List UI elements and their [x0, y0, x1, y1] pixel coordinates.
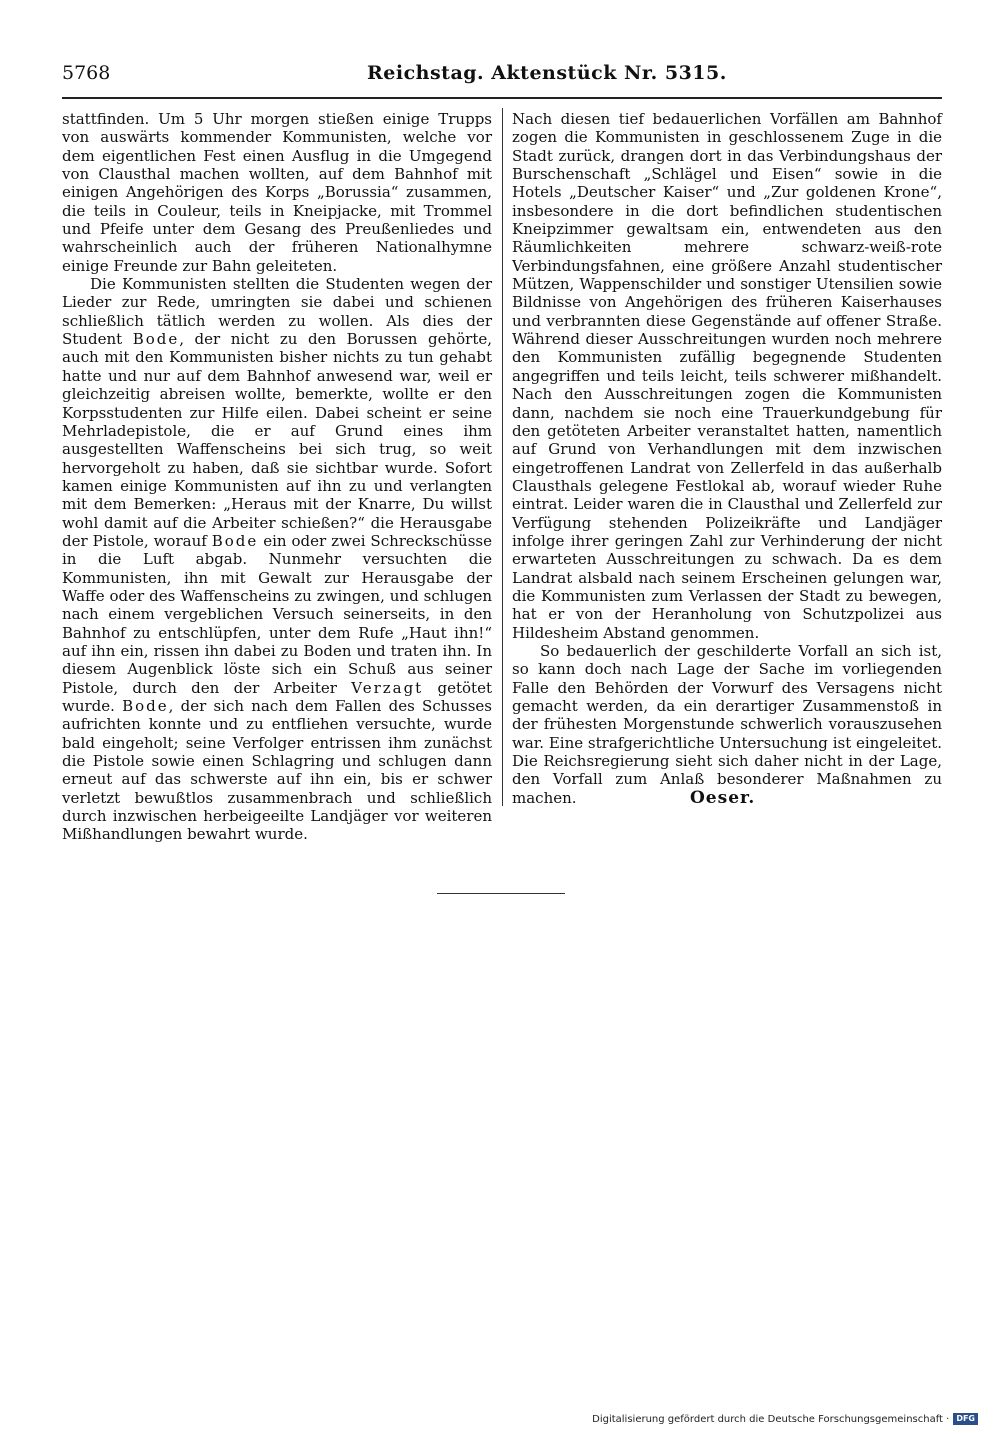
text-segment: ein oder zwei Schreckschüsse in die Luft abgab. Nunmehr versuchten die Kommunisten, ihn mit Gewalt zur Herausgabe der Waffe oder des Waffenscheins zu zwingen, und schlugen nach einem vergeblichen Versuch seinerseits, in den Bahnhof zu entschlüpfen, unter dem Rufe „Haut ihn!“ auf ihn ein, rissen ihn dabei zu Boden und traten ihn. In diesem Augenblick löste sich ein Schuß aus seiner Pistole, durch den der Arbeiter — [62, 531, 492, 697]
person-name: Verzagt — [351, 678, 424, 697]
column-divider — [502, 108, 503, 806]
text-segment: , der nicht zu den Borussen gehörte, auch mit den Kommunisten bisher nichts zu tun gehabt hatte und nur auf dem Bahnhof anwesend war, weil er gleichzeitig abreisen wollte, bemerkte, wollte er den Korpsstudenten zur Hilfe eilen. Dabei scheint er seine Mehrladepistole, die er auf Grund eines ihm ausgestellten Waffenscheins bei sich trug, so weit hervorgeholt zu haben, daß sie sichtbar wurde. Sofort kamen einige Kommunisten auf ihn zu und verlangten mit dem Bemerken: „Heraus mit der Knarre, Du willst wohl damit auf die Arbeiter schießen?“ die Herausgabe der Pistole, worauf — [62, 330, 493, 550]
dfg-logo: DFG — [953, 1413, 978, 1425]
text-segment: , der sich nach dem Fallen des Schusses aufrichten konnte und zu entfliehen versuchte, wurde bald eingeholt; seine Verfolger entrissen ihm zunächst die Pistole sowie einen Schlagring und schlugen dann erneut auf das schwerste auf ihn ein, bis er schwer verletzt bewußtlos zusammenbrach und schließlich durch inzwischen herbeigeeilte Landjäger vor weiteren Mißhandlungen bewahrt wurde. — [62, 697, 493, 844]
right-paragraph-1: Nach diesen tief bedauerlichen Vorfällen am Bahnhof zogen die Kommunisten in geschlossenem Zuge in die Stadt zurück, drangen dort in das Verbindungshaus der Burschenschaft „Schlägel und Eisen“ sowie in die Hotels „Deutscher Kaiser“ und „Zur goldenen Krone“, insbesondere in die dort befindlichen studentischen Kneipzimmer gewaltsam ein, entwendeten aus den Räumlichkeiten mehrere schwarz-weiß-rote Verbindungsfahnen, eine größere Anzahl studentischer Mützen, Wappenschilder und sonstiger Utensilien sowie Bildnisse von Angehörigen des früheren Kaiserhauses und verbrannten diese Gegenstände auf offener Straße. Während dieser Ausschreitungen wurden noch mehrere den Kommunisten zufällig begegnende Studenten angegriffen und teils leicht, teils schwerer mißhandelt. Nach den Ausschreitungen zogen die Kommunisten dann, nachdem sie noch eine Trauerkundgebung für den getöteten Arbeiter veranstaltet hatten, namentlich auf Grund von Verhandlungen mit dem inzwischen eingetroffenen Landrat von Zellerfeld in das außerhalb Clausthals gelegene Festlokal ab, worauf wieder Ruhe eintrat. Leider waren die in Clausthal und Zellerfeld zur Verfügung stehenden Polizeikräfte und Landjäger infolge ihrer geringen Zahl zur Verhinderung der nicht erwarteten Ausschreitungen zu schwach. Da es dem Landrat alsbald nach seinem Erscheinen gelungen war, die Kommunisten zum Verlassen der Stadt zu bewegen, hat er von der Heranholung von Schutzpolizei aus Hildesheim Abstand genommen. — [512, 110, 942, 642]
left-paragraph-2 — [62, 275, 492, 844]
running-title: Reichstag. Aktenstück Nr. 5315. — [367, 62, 727, 84]
signature: Oeser. — [690, 788, 756, 808]
left-paragraph-1: stattfinden. Um 5 Uhr morgen stießen einige Trupps von auswärts kommender Kommunisten, welche vor dem eigentlichen Fest einen Ausflug in die Umgegend von Clausthal machen wollten, auf dem Bahnhof mit einigen Angehörigen des Korps „Borussia“ zusammen, die teils in Couleur, teils in Kneipjacke, mit Trommel und Pfeife unter dem Gesang des Preußenliedes und wahrscheinlich auch der früheren Nationalhymne einige Freunde zur Bahn geleiteten. — [62, 110, 492, 275]
person-name: Bode — [122, 697, 169, 715]
page-header — [62, 62, 940, 92]
page-number: 5768 — [62, 62, 111, 84]
right-paragraph-2: So bedauerlich der geschilderte Vorfall an sich ist, so kann doch nach Lage der Sache im vorliegenden Falle den Behörden der Vorwurf des Versagens nicht gemacht werden, da ein derartiger Zusammenstoß in der frühesten Morgenstunde schwerlich vorauszusehen war. Eine strafgerichtliche Untersuchung ist eingeleitet. Die Reichsregierung sieht sich daher nicht in der Lage, den Vorfall zum Anlaß besonderer Maßnahmen zu machen. — [512, 641, 942, 807]
right-column — [512, 110, 942, 807]
text-segment: Die Kommunisten stellten die Studenten wegen der Lieder zur Rede, umringten sie dabei und schienen schließlich tätlich werden zu wollen. Als dies der Student — [62, 275, 492, 349]
text-segment: getötet wurde. — [62, 678, 492, 715]
left-column — [62, 110, 492, 844]
person-name: Bode — [132, 330, 180, 349]
header-rule — [62, 97, 942, 99]
end-rule — [437, 893, 565, 894]
footer — [592, 1413, 978, 1425]
footer-text: Digitalisierung gefördert durch die Deutsche Forschungsgemeinschaft · — [592, 1413, 950, 1425]
person-name: Bode — [211, 531, 259, 550]
